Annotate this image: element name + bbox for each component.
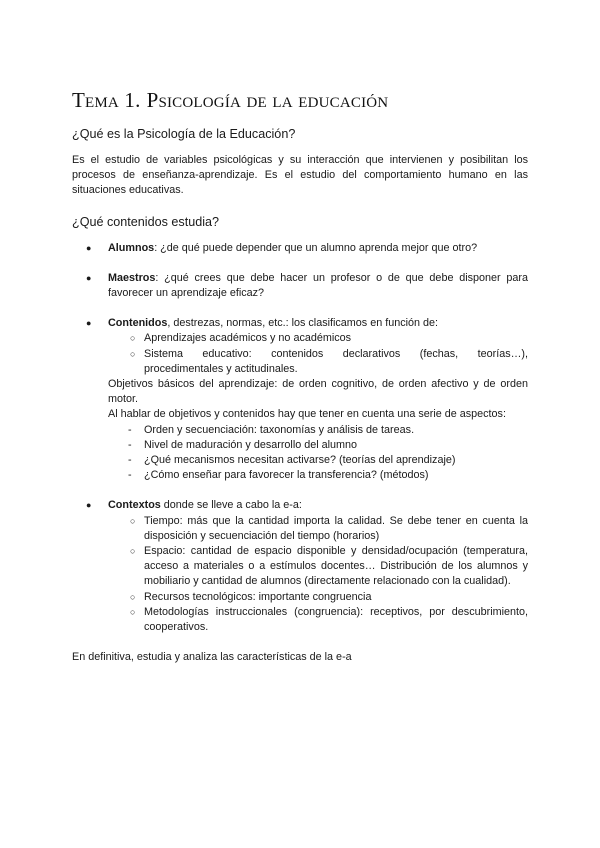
sub-item: ○ Tiempo: más que la cantidad importa la calidad. Se debe tener en cuenta la disposición y secuenciación del tiempo (horarios) — [108, 514, 528, 544]
sub-item: ○ Sistema educativo: contenidos declarativos (fechas, teorías…), procedimentales y actitudinales. — [108, 347, 528, 377]
title-text: Psicología de la educación — [146, 88, 389, 112]
conclusion-text: En definitiva, estudia y analiza las características de la e-a — [72, 651, 352, 664]
sub-item: ○ Aprendizajes académicos y no académicos — [108, 331, 528, 346]
bullet-contenidos — [72, 316, 528, 483]
sub-item: ○ Espacio: cantidad de espacio disponible y densidad/ocupación (temperatura, acceso a materiales o a estímulos docentes… Distribución de los alumnos y mobiliario y cantidad de alumnos (directamente relacionado con la cualidad). — [108, 544, 528, 590]
bullet-text: donde se lleve a cabo la e-a: — [160, 499, 302, 512]
sub-item: ○ Recursos tecnológicos: importante congruencia — [108, 590, 528, 605]
bullet-label: Alumnos — [108, 241, 155, 254]
dash-item: - Nivel de maduración y desarrollo del alumno — [108, 438, 528, 453]
bullet-label: Contextos — [108, 499, 161, 512]
dash-item: - Orden y secuenciación: taxonomías y análisis de tareas. — [108, 423, 528, 438]
bullet-text: , destrezas, normas, etc.: los clasificamos en función de: — [167, 317, 439, 330]
title-number: Tema 1. — [72, 88, 141, 112]
bullet-label: Contenidos — [108, 317, 168, 330]
bullet-alumnos — [72, 241, 528, 256]
bullet-maestros — [72, 271, 528, 301]
objetivos-text: Objetivos básicos del aprendizaje: de orden cognitivo, de orden afectivo y de orden motor. — [108, 378, 528, 406]
dash-item: - ¿Qué mecanismos necesitan activarse? (teorías del aprendizaje) — [108, 453, 528, 468]
question-contents: ¿Qué contenidos estudia? — [72, 214, 220, 229]
bullet-contextos — [72, 498, 528, 635]
hablar-text: Al hablar de objetivos y contenidos hay que tener en cuenta una serie de aspectos: — [108, 408, 506, 421]
contenidos-sublist — [108, 331, 528, 377]
definition-paragraph: Es el estudio de variables psicológicas y su interacción que intervienen y posibilitan los procesos de enseñanza-aprendizaje. Es el estudio del comportamiento humano en las situaciones educativas. — [72, 154, 528, 197]
contextos-sublist — [108, 514, 528, 636]
dash-item: - ¿Cómo enseñar para favorecer la transferencia? (métodos) — [108, 468, 528, 483]
sub-item: ○ Metodologías instruccionales (congruencia): receptivos, por descubrimiento, cooperativos. — [108, 605, 528, 635]
page-title — [72, 88, 528, 113]
question-what-is: ¿Qué es la Psicología de la Educación? — [72, 127, 296, 141]
bullet-label: Maestros — [108, 271, 156, 284]
document-page — [72, 88, 528, 665]
bullet-text: : ¿qué crees que debe hacer un profesor o de que debe disponer para favorecer un aprendizaje eficaz? — [108, 271, 528, 300]
aspects-list — [108, 423, 528, 484]
bullet-text: : ¿de qué puede depender que un alumno aprenda mejor que otro? — [154, 241, 478, 254]
contents-list — [72, 241, 528, 636]
